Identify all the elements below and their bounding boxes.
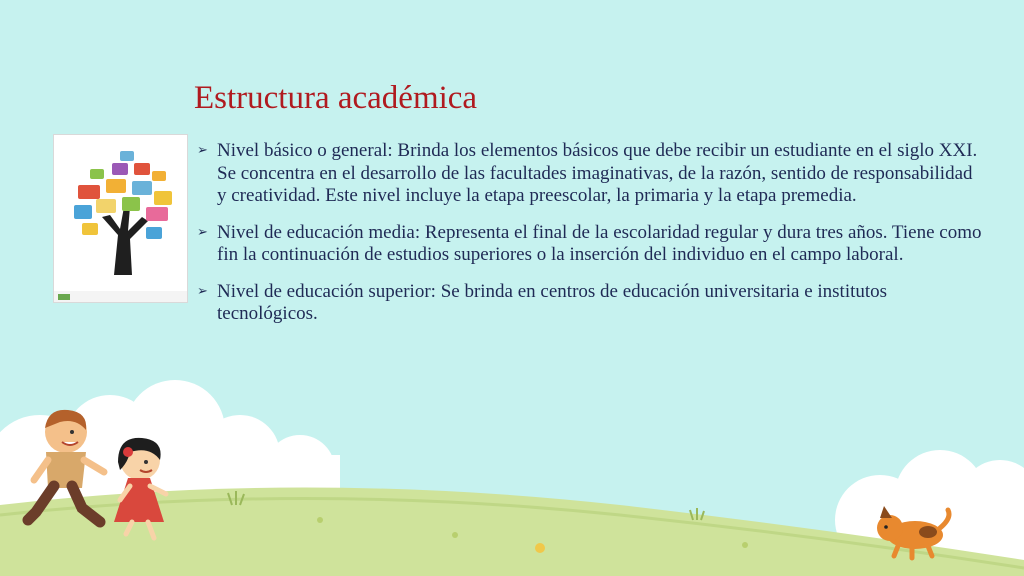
bullet-text: Nivel de educación superior: Se brinda en centros de educación universitaria e institutos tecnológicos.: [217, 280, 888, 324]
bullet-item: [193, 222, 983, 267]
bullet-item: [193, 140, 983, 208]
bullet-text: Nivel de educación media: Representa el final de la escolaridad regular y dura tres años. Tiene como fin la continuación de estudios superiores o la inserción del individuo en el campo laboral.: [217, 221, 982, 265]
arrow-bullet-icon: ➢: [197, 283, 208, 299]
bullet-list: [193, 140, 983, 340]
bullet-item: [193, 281, 983, 326]
slide-title: Estructura académica: [194, 80, 478, 116]
arrow-bullet-icon: ➢: [197, 224, 208, 240]
book-tree-image: [53, 134, 188, 303]
arrow-bullet-icon: ➢: [197, 143, 208, 158]
bullet-text: Nivel básico o general: Brinda los elementos básicos que debe recibir un estudiante en el siglo XXI. Se concentra en el desarrollo de las facultades imaginativas, de la razón, sentido de responsabilidad y creatividad. Este nivel incluye la etapa preescolar, la primaria y la etapa premedia.: [217, 140, 978, 206]
